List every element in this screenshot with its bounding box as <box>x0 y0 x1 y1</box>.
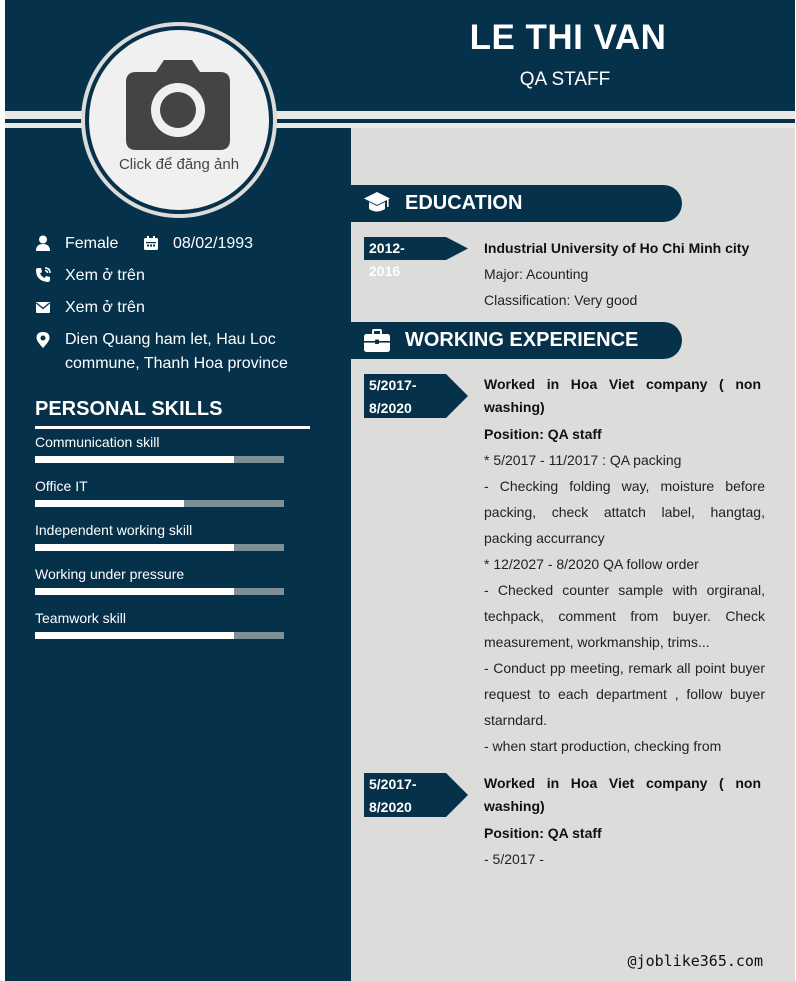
skill-level-bar <box>35 632 284 639</box>
job-2-position[interactable]: Position: QA staff <box>484 825 602 841</box>
calendar-icon <box>143 235 159 251</box>
skill-label[interactable]: Teamwork skill <box>35 610 127 626</box>
school-name[interactable]: Industrial University of Ho Chi Minh city <box>484 240 750 256</box>
skill-level-fill <box>35 632 234 639</box>
phone-icon <box>35 267 51 283</box>
job-1-entry <box>484 373 765 759</box>
job-1-position[interactable]: Position: QA staff <box>484 426 602 442</box>
job-1-company[interactable]: Worked in Hoa Viet company ( non washing) <box>484 376 761 415</box>
education-period[interactable]: 2012-2016 <box>369 240 405 279</box>
job-2-period-start[interactable]: 5/2017- <box>369 776 417 792</box>
skill-label[interactable]: Independent working skill <box>35 522 193 538</box>
skill-level-fill <box>35 500 184 507</box>
skill-level-bar <box>35 500 284 507</box>
education-header <box>351 185 682 222</box>
job-1-line[interactable]: - Checked counter sample with orgiranal, techpack, comment from buyer. Check measurement, workmanship, trims... <box>484 582 765 650</box>
skill-level-fill <box>35 456 234 463</box>
education-entry <box>484 236 765 313</box>
skill-label[interactable]: Working under pressure <box>35 566 185 582</box>
skill-label[interactable]: Communication skill <box>35 434 160 450</box>
candidate-role[interactable]: QA STAFF <box>519 69 611 90</box>
job-1-period-start[interactable]: 5/2017- <box>369 377 417 393</box>
skills-divider <box>35 426 310 429</box>
education-heading[interactable]: EDUCATION <box>405 192 523 214</box>
job-1-line[interactable]: - Checking folding way, moisture before packing, check attatch label, hangtag, packing accurrancy <box>484 478 765 546</box>
footer-watermark: @joblike365.com <box>627 952 763 970</box>
skill-level-bar <box>35 544 284 551</box>
job-1-line[interactable]: * 12/2027 - 8/2020 QA follow order <box>484 556 699 572</box>
avatar-upload-caption[interactable]: Click để đăng ảnh <box>118 156 240 173</box>
job-1-line[interactable]: * 5/2017 - 11/2017 : QA packing <box>484 452 682 468</box>
job-2-period-end[interactable]: 8/2020 <box>369 799 412 815</box>
job-2-entry <box>484 772 765 872</box>
experience-heading[interactable]: WORKING EXPERIENCE <box>405 329 639 351</box>
experience-header <box>351 322 682 359</box>
candidate-name[interactable]: LE THI VAN <box>469 18 667 57</box>
skill-level-fill <box>35 588 234 595</box>
graduation-cap-icon <box>363 189 391 217</box>
job-2-line[interactable]: - 5/2017 - <box>484 851 544 867</box>
briefcase-icon <box>363 327 391 355</box>
education-major[interactable]: Major: Acounting <box>484 266 589 282</box>
address-line-2[interactable]: commune, Thanh Hoa province <box>65 355 288 372</box>
envelope-icon <box>35 300 51 316</box>
cv-page <box>5 0 795 981</box>
birth-date-value[interactable]: 08/02/1993 <box>173 235 254 252</box>
skills-heading[interactable]: PERSONAL SKILLS <box>35 398 223 420</box>
gender-value[interactable]: Female <box>65 235 119 252</box>
skill-label[interactable]: Office IT <box>35 478 88 494</box>
phone-value[interactable]: Xem ở trên <box>65 267 145 284</box>
map-pin-icon <box>35 332 51 348</box>
job-1-line[interactable]: - Conduct pp meeting, remark all point buyer request to each department , follow buyer starndard. <box>484 660 765 728</box>
address-line-1[interactable]: Dien Quang ham let, Hau Loc <box>65 331 276 348</box>
email-value[interactable]: Xem ở trên <box>65 299 145 316</box>
skill-level-bar <box>35 588 284 595</box>
job-2-company[interactable]: Worked in Hoa Viet company ( non washing) <box>484 775 761 814</box>
education-classification[interactable]: Classification: Very good <box>484 292 638 308</box>
skill-level-fill <box>35 544 234 551</box>
user-icon <box>35 235 51 251</box>
job-1-line[interactable]: - when start production, checking from <box>484 738 722 754</box>
camera-icon[interactable] <box>126 60 230 150</box>
job-1-period-end[interactable]: 8/2020 <box>369 400 412 416</box>
skill-level-bar <box>35 456 284 463</box>
